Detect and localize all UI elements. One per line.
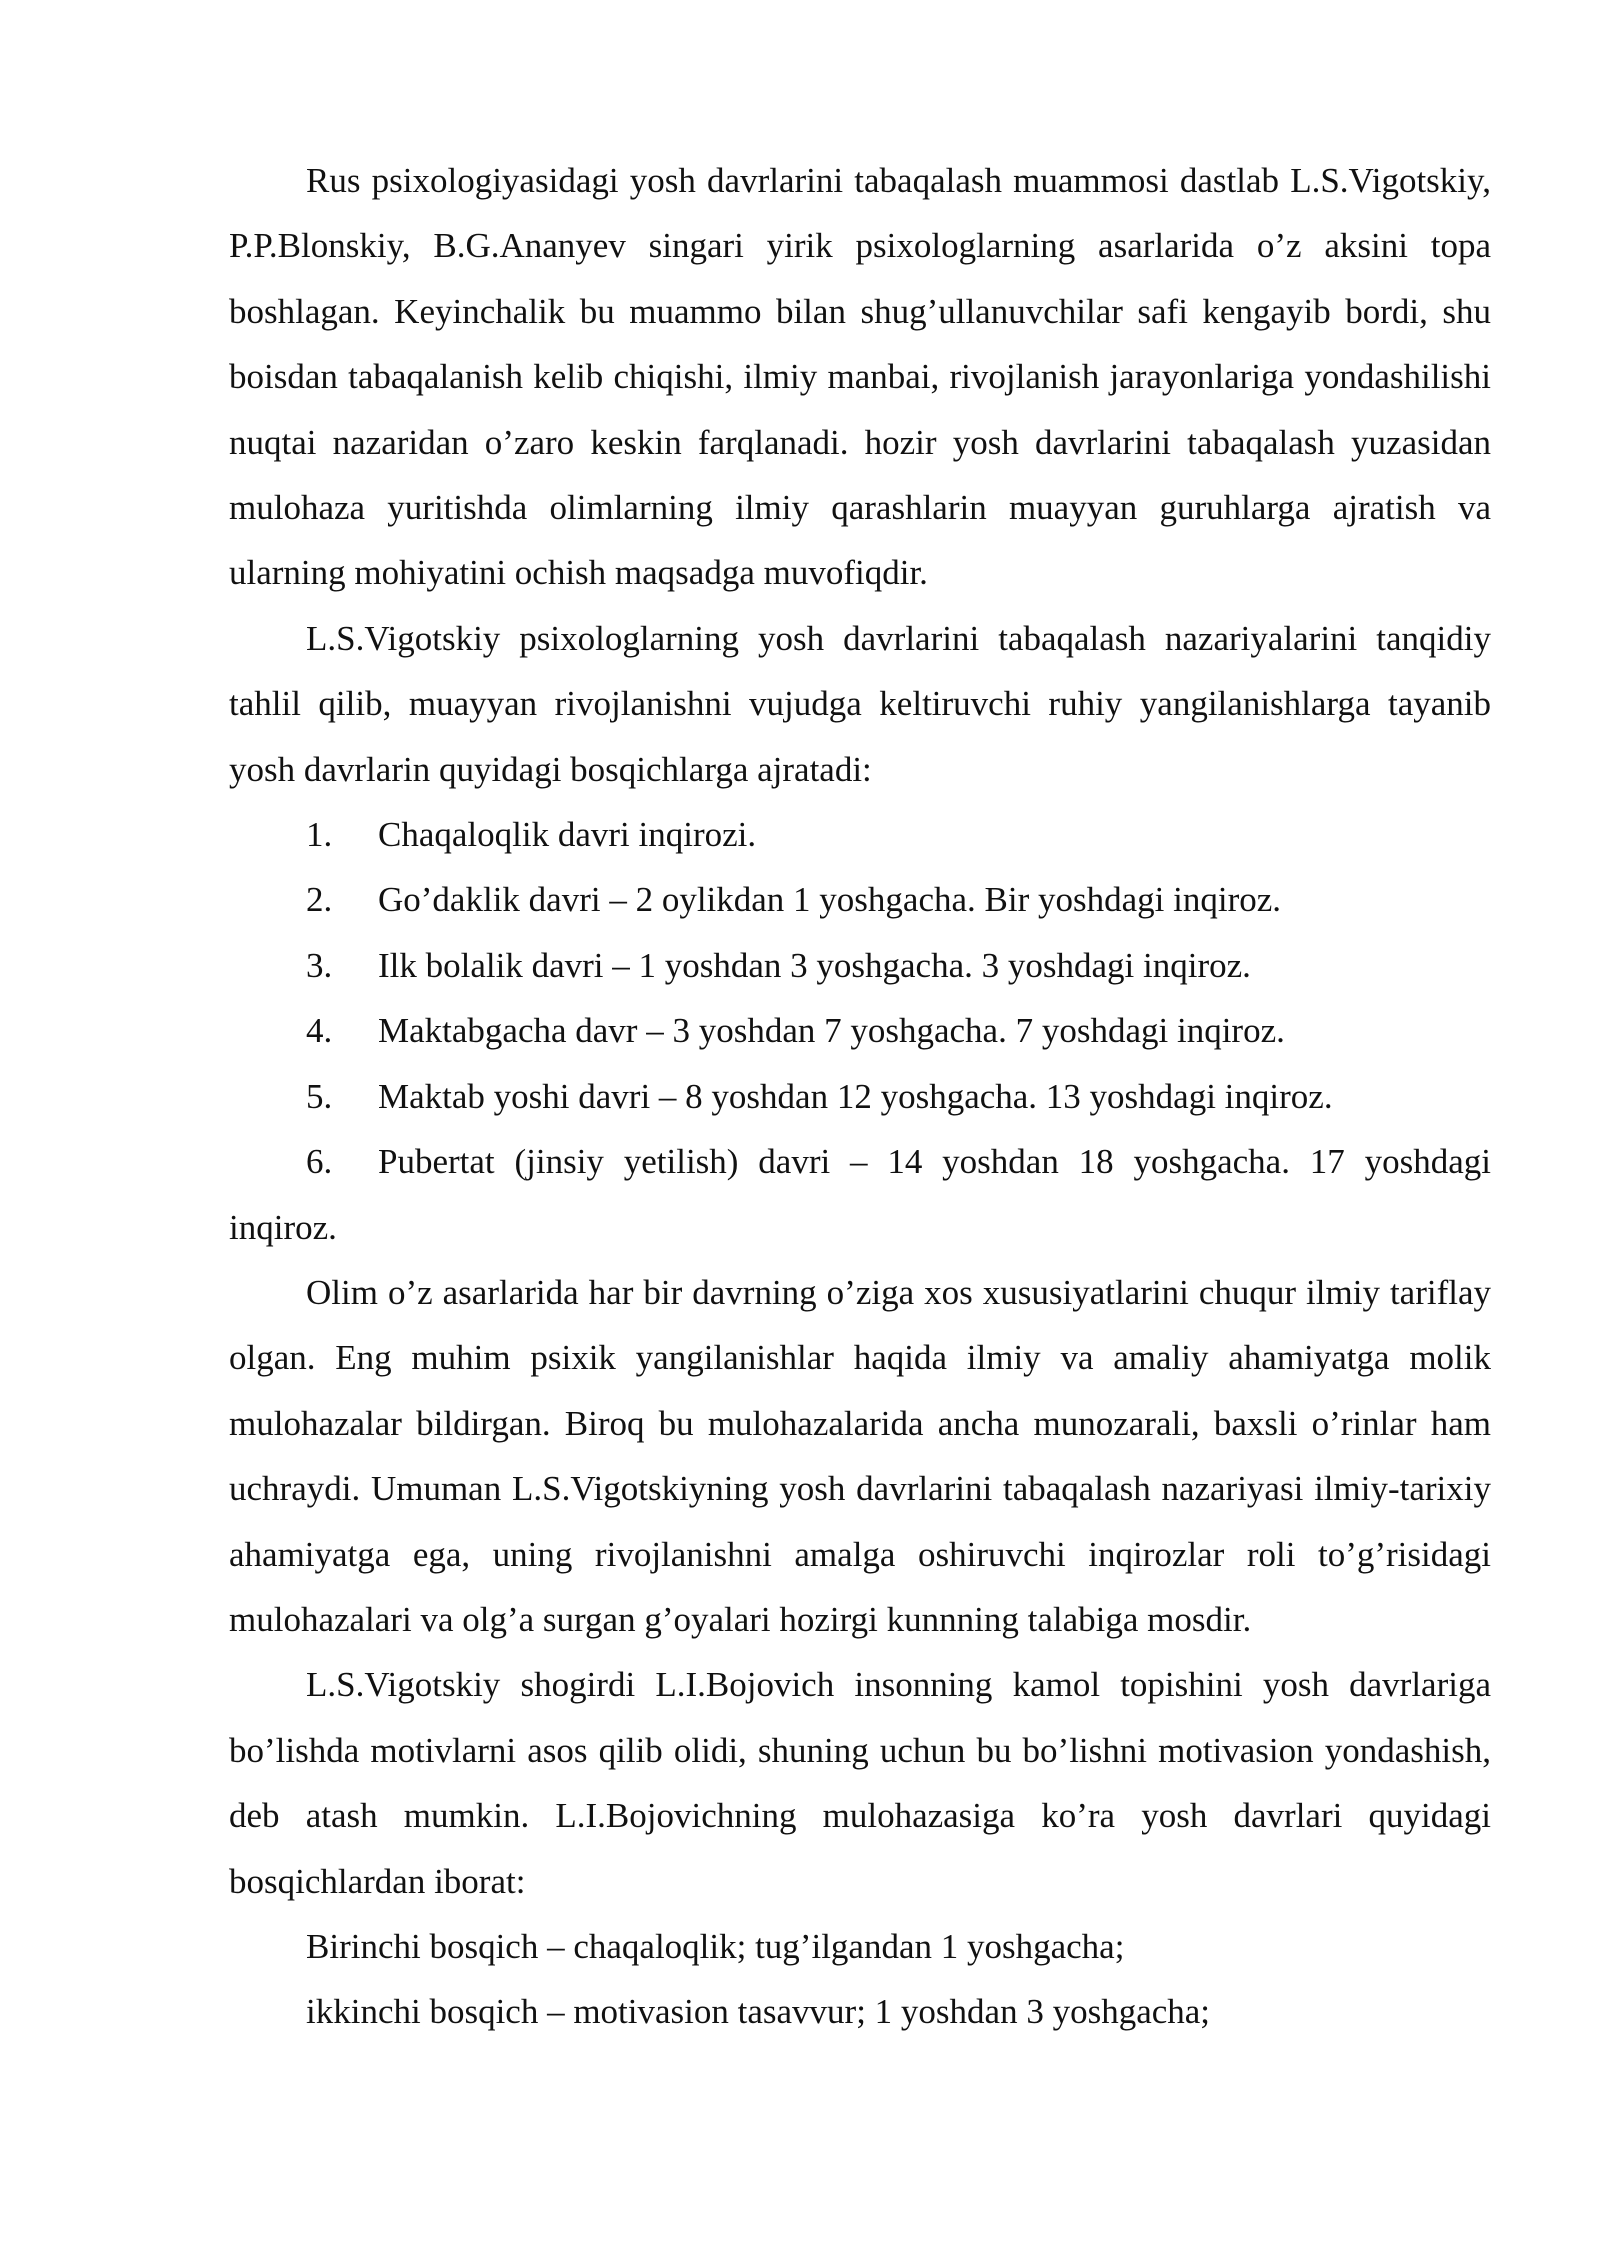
list-item	[229, 998, 1491, 1063]
list-item-text: Maktabgacha davr – 3 yoshdan 7 yoshgacha. 7 yoshdagi inqiroz.	[378, 1011, 1285, 1051]
stage-first: Birinchi bosqich – chaqaloqlik; tug’ilgandan 1 yoshgacha;	[306, 1926, 1125, 1966]
paragraph-intro: Rus psixologiyasidagi yosh davrlarini tabaqalash muammosi dastlab L.S.Vigotskiy, P.P.Blonskiy, B.G.Ananyev singari yirik psixologlarning asarlarida o’z aksini topa boshlagan. Keyinchalik bu muammo bilan shug’ullanuvchilar safi kengayib bordi, shu boisdan tabaqalanish kelib chiqishi, ilmiy manbai, rivojlanish jarayonlariga yondashilishi nuqtai nazaridan o’zaro keskin farqlanadi. hozir yosh davrlarini tabaqalash yuzasidan mulohaza yuritishda olimlarning ilmiy qarashlarin muayyan guruhlarga ajratish va ularning mohiyatini ochish maqsadga muvofiqdir.	[229, 161, 1491, 593]
list-item-text: Ilk bolalik davri – 1 yoshdan 3 yoshgacha. 3 yoshdagi inqiroz.	[378, 945, 1251, 985]
list-item-text: Go’daklik davri – 2 oylikdan 1 yoshgacha. Bir yoshdagi inqiroz.	[378, 880, 1282, 920]
paragraph-vigotskiy: L.S.Vigotskiy psixologlarning yosh davrlarini tabaqalash nazariyalarini tanqidiy tahlil qilib, muayyan rivojlanishni vujudga keltiruvchi ruhiy yangilanishlarga tayanib yosh davrlarin quyidagi bosqichlarga ajratadi:	[229, 618, 1491, 789]
list-item-number: 6.	[306, 1142, 333, 1182]
paragraph-bojovich: L.S.Vigotskiy shogirdi L.I.Bojovich insonning kamol topishini yosh davrlariga bo’lishda motivlarni asos qilib olidi, shuning uchun bu bo’lishni motivasion yondashish, deb atash mumkin. L.I.Bojovichning mulohazasiga ko’ra yosh davrlari quyidagi bosqichlardan iborat:	[229, 1665, 1491, 1901]
list-item-number: 2.	[306, 880, 333, 920]
list-item	[229, 1129, 1491, 1260]
list-item-text: Pubertat (jinsiy yetilish) davri – 14 yoshdan 18 yoshgacha. 17 yoshdagi inqiroz.	[229, 1142, 1491, 1247]
stage-second: ikkinchi bosqich – motivasion tasavvur; 1 yoshdan 3 yoshgacha;	[306, 1992, 1211, 2032]
list-item-number: 1.	[306, 815, 333, 855]
period-list	[229, 802, 1491, 1260]
list-item-number: 4.	[306, 1011, 333, 1051]
list-item-number: 3.	[306, 945, 333, 985]
list-item	[229, 867, 1491, 932]
paragraph-olim: Olim o’z asarlarida har bir davrning o’ziga xos xususiyatlarini chuqur ilmiy tariflay olgan. Eng muhim psixik yangilanishlar haqida ilmiy va amaliy ahamiyatga molik mulohazalar bildirgan. Biroq bu mulohazalarida ancha munozarali, baxsli o’rinlar ham uchraydi. Umuman L.S.Vigotskiyning yosh davrlarini tabaqalash nazariyasi ilmiy-tarixiy ahamiyatga ega, uning rivojlanishni amalga oshiruvchi inqirozlar roli to’g’risidagi mulohazalari va olg’a surgan g’oyalari hozirgi kunnning talabiga mosdir.	[229, 1272, 1491, 1639]
list-item-text: Chaqaloqlik davri inqirozi.	[378, 815, 757, 855]
list-item	[229, 933, 1491, 998]
list-item-number: 5.	[306, 1076, 333, 1116]
document-page	[229, 148, 1491, 2045]
list-item-text: Maktab yoshi davri – 8 yoshdan 12 yoshgacha. 13 yoshdagi inqiroz.	[378, 1076, 1333, 1116]
list-item	[229, 802, 1491, 867]
list-item	[229, 1064, 1491, 1129]
